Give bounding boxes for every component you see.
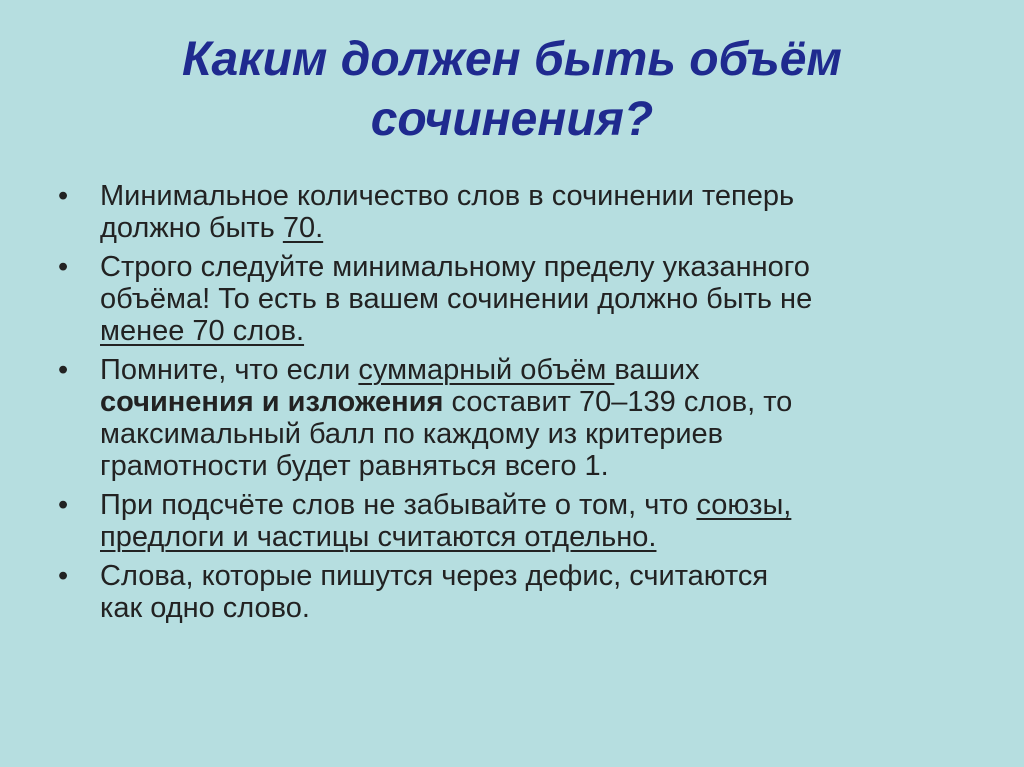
bullet-2-line-2: объёма! То есть в вашем сочинении должно быть не bbox=[100, 283, 813, 315]
bullet-item-4 bbox=[58, 489, 958, 553]
bullet-item-3 bbox=[58, 354, 958, 482]
bullet-4-underlined-text: союзы, bbox=[696, 489, 792, 521]
bullet-3-text-b: составит 70–139 слов, то bbox=[443, 386, 793, 418]
bullet-icon: • bbox=[58, 354, 69, 386]
slide-title-line-1: Каким должен быть объём bbox=[182, 33, 842, 86]
bullet-1-text: должно быть bbox=[100, 212, 283, 244]
bullet-list bbox=[58, 180, 958, 631]
bullet-4-text: При подсчёте слов не забывайте о том, что bbox=[100, 489, 697, 521]
bullet-icon: • bbox=[58, 489, 69, 521]
bullet-5-line-2: как одно слово. bbox=[100, 592, 310, 624]
bullet-3-line-3: максимальный балл по каждому из критериев bbox=[100, 418, 724, 450]
bullet-item-1 bbox=[58, 180, 958, 244]
bullet-3-bold-text: сочинения и изложения bbox=[100, 386, 444, 418]
bullet-icon: • bbox=[58, 180, 69, 212]
bullet-3-text-c: ваших bbox=[614, 354, 700, 386]
bullet-icon: • bbox=[58, 251, 69, 283]
slide-title bbox=[0, 30, 1024, 150]
bullet-2-line-1: Строго следуйте минимальному пределу указанного bbox=[100, 251, 810, 283]
bullet-2-line-3-underlined: менее 70 слов. bbox=[100, 315, 305, 347]
bullet-item-5 bbox=[58, 560, 958, 624]
bullet-icon: • bbox=[58, 560, 69, 592]
bullet-1-line-1: Минимальное количество слов в сочинении теперь bbox=[100, 180, 795, 212]
bullet-5-line-1: Слова, которые пишутся через дефис, считаются bbox=[100, 560, 769, 592]
bullet-3-underlined-text: суммарный объём bbox=[358, 354, 615, 386]
bullet-3-line-2 bbox=[100, 386, 958, 418]
bullet-1-line-2 bbox=[100, 212, 958, 244]
bullet-3-line-4: грамотности будет равняться всего 1. bbox=[100, 450, 609, 482]
slide-title-line-2: сочинения? bbox=[370, 93, 654, 146]
bullet-4-line-2-underlined: предлоги и частицы считаются отдельно. bbox=[100, 521, 657, 553]
bullet-3-line-1 bbox=[100, 354, 958, 386]
bullet-item-2 bbox=[58, 251, 958, 347]
bullet-1-underlined-number: 70. bbox=[282, 212, 324, 244]
bullet-3-text-a: Помните, что если bbox=[100, 354, 359, 386]
bullet-4-line-1 bbox=[100, 489, 958, 521]
